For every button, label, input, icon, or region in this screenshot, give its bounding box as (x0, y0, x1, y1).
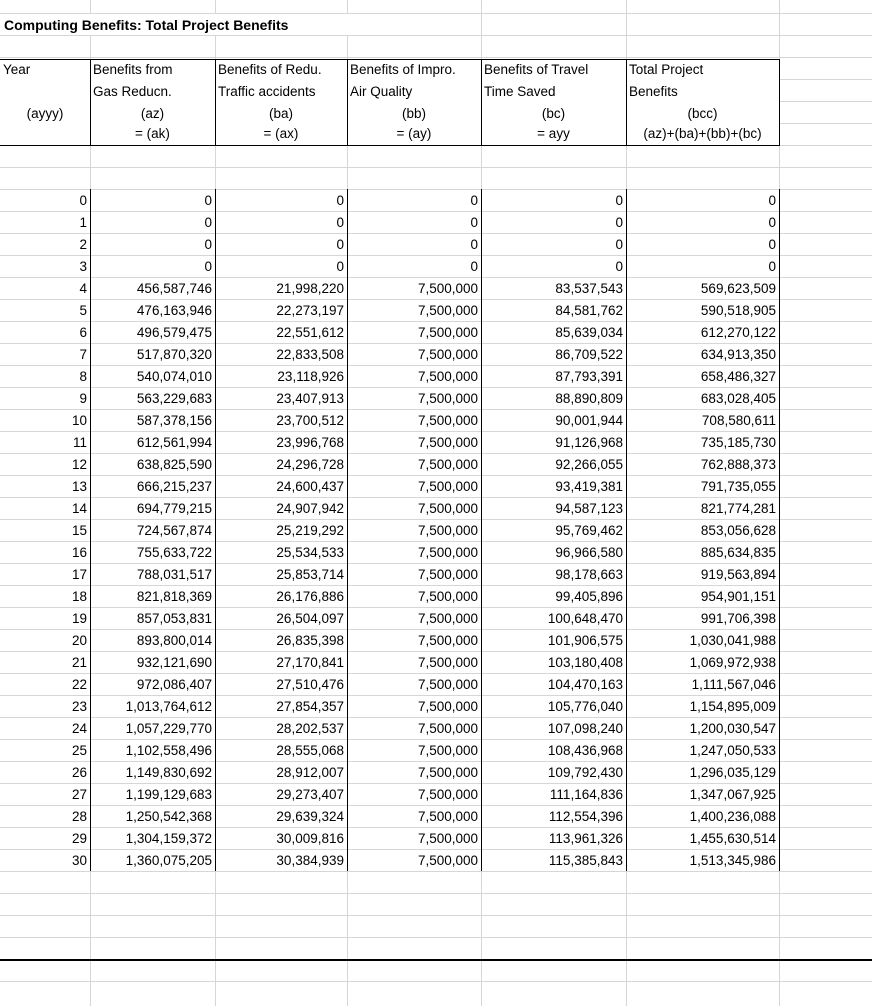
table-cell[interactable]: 1,360,075,205 (125, 853, 212, 868)
table-cell[interactable]: 612,270,122 (700, 325, 776, 340)
table-cell[interactable]: 1,030,041,988 (689, 633, 776, 648)
sheet-title[interactable]: Computing Benefits: Total Project Benefits (4, 17, 289, 33)
table-cell[interactable]: 1,247,050,533 (689, 743, 776, 758)
table-cell[interactable]: 7,500,000 (417, 853, 478, 868)
table-cell[interactable]: 11 (72, 435, 87, 450)
table-cell[interactable]: 0 (768, 215, 776, 230)
header-formula-1[interactable]: = (ak) (135, 126, 170, 141)
table-cell[interactable]: 0 (615, 215, 623, 230)
table-cell[interactable]: 27,170,841 (276, 655, 344, 670)
table-cell[interactable]: 13 (71, 479, 87, 494)
table-cell[interactable]: 788,031,517 (136, 567, 212, 582)
header-label-5[interactable]: Benefits (629, 84, 678, 99)
table-cell[interactable]: 563,229,683 (136, 391, 212, 406)
table-cell[interactable]: 476,163,946 (136, 303, 212, 318)
table-cell[interactable]: 1,102,558,496 (125, 743, 212, 758)
table-cell[interactable]: 954,901,151 (700, 589, 776, 604)
table-cell[interactable]: 99,405,896 (555, 589, 623, 604)
table-cell[interactable]: 1,069,972,938 (689, 655, 776, 670)
table-cell[interactable]: 7,500,000 (417, 589, 478, 604)
table-cell[interactable]: 683,028,405 (700, 391, 776, 406)
table-cell[interactable]: 638,825,590 (136, 457, 212, 472)
table-cell[interactable]: 0 (615, 193, 623, 208)
table-cell[interactable]: 7,500,000 (417, 743, 478, 758)
table-cell[interactable]: 18 (71, 589, 87, 604)
table-cell[interactable]: 85,639,034 (555, 325, 623, 340)
table-cell[interactable]: 7,500,000 (417, 523, 478, 538)
border (215, 59, 216, 146)
border (481, 189, 482, 871)
table-cell[interactable]: 540,074,010 (136, 369, 212, 384)
table-cell[interactable]: 1,200,030,547 (689, 721, 776, 736)
table-cell[interactable]: 0 (768, 193, 776, 208)
header-unit-0[interactable]: (ayyy) (26, 106, 64, 121)
table-cell[interactable]: 1,154,895,009 (689, 699, 776, 714)
table-cell[interactable]: 587,378,156 (136, 413, 212, 428)
table-cell[interactable]: 666,215,237 (136, 479, 212, 494)
table-cell[interactable]: 25,853,714 (276, 567, 344, 582)
table-cell[interactable]: 7,500,000 (417, 611, 478, 626)
header-formula-5[interactable]: (az)+(ba)+(bb)+(bc) (643, 126, 762, 141)
table-cell[interactable]: 7,500,000 (417, 457, 478, 472)
table-cell[interactable]: 28,202,537 (276, 721, 344, 736)
header-unit-4[interactable]: (bc) (541, 106, 566, 121)
table-cell[interactable]: 30 (71, 853, 87, 868)
table-cell[interactable]: 21 (71, 655, 87, 670)
header-label-0[interactable]: Year (3, 62, 31, 77)
table-cell[interactable]: 91,126,968 (555, 435, 623, 450)
table-cell[interactable]: 0 (336, 193, 344, 208)
table-cell[interactable]: 7,500,000 (417, 831, 478, 846)
border (90, 189, 91, 871)
table-cell[interactable]: 26,176,886 (276, 589, 344, 604)
table-cell[interactable]: 3 (79, 259, 87, 274)
table-cell[interactable]: 21,998,220 (276, 281, 344, 296)
table-cell[interactable]: 17 (71, 567, 87, 582)
table-cell[interactable]: 90,001,944 (555, 413, 623, 428)
table-cell[interactable]: 26,835,398 (276, 633, 344, 648)
header-unit-3[interactable]: (bb) (401, 106, 426, 121)
table-cell[interactable]: 24 (71, 721, 87, 736)
table-cell[interactable]: 111,164,836 (549, 787, 623, 802)
table-cell[interactable]: 932,121,690 (136, 655, 212, 670)
table-cell[interactable]: 0 (768, 259, 776, 274)
table-cell[interactable]: 94,587,123 (555, 501, 623, 516)
table-cell[interactable]: 590,518,905 (700, 303, 776, 318)
header-formula-3[interactable]: = (ay) (396, 126, 432, 141)
table-cell[interactable]: 27,854,357 (276, 699, 344, 714)
table-cell[interactable]: 7,500,000 (417, 567, 478, 582)
table-cell[interactable]: 885,634,835 (700, 545, 776, 560)
table-cell[interactable]: 29 (71, 831, 87, 846)
table-cell[interactable]: 1,455,630,514 (689, 831, 776, 846)
table-cell[interactable]: 735,185,730 (700, 435, 776, 450)
table-cell[interactable]: 791,735,055 (700, 479, 776, 494)
header-formula-2[interactable]: = (ax) (263, 126, 299, 141)
border (90, 59, 91, 146)
table-cell[interactable]: 26,504,097 (276, 611, 344, 626)
table-cell[interactable]: 98,178,663 (555, 567, 623, 582)
header-unit-2[interactable]: (ba) (268, 106, 293, 121)
table-cell[interactable]: 22 (71, 677, 87, 692)
table-cell[interactable]: 821,818,369 (136, 589, 212, 604)
table-cell[interactable]: 25,534,533 (276, 545, 344, 560)
header-unit-1[interactable]: (az) (140, 106, 165, 121)
table-cell[interactable]: 23,407,913 (276, 391, 344, 406)
table-cell[interactable]: 1,296,035,129 (689, 765, 776, 780)
table-cell[interactable]: 893,800,014 (136, 633, 212, 648)
table-cell[interactable]: 991,706,398 (700, 611, 776, 626)
table-cell[interactable]: 15 (71, 523, 87, 538)
table-cell[interactable]: 0 (204, 259, 212, 274)
header-label-5[interactable]: Total Project (629, 62, 704, 77)
table-cell[interactable]: 7,500,000 (417, 281, 478, 296)
table-cell[interactable]: 1,250,542,368 (125, 809, 212, 824)
table-cell[interactable]: 8 (79, 369, 87, 384)
table-cell[interactable]: 23,700,512 (276, 413, 344, 428)
table-cell[interactable]: 919,563,894 (700, 567, 776, 582)
table-cell[interactable]: 7,500,000 (417, 369, 478, 384)
table-cell[interactable]: 0 (204, 193, 212, 208)
table-cell[interactable]: 14 (71, 501, 87, 516)
table-cell[interactable]: 0 (768, 237, 776, 252)
table-cell[interactable]: 92,266,055 (555, 457, 623, 472)
table-cell[interactable]: 4 (79, 281, 87, 296)
table-cell[interactable]: 7,500,000 (417, 699, 478, 714)
table-cell[interactable]: 0 (470, 237, 478, 252)
header-label-2[interactable]: Benefits of Redu. (218, 62, 322, 77)
table-cell[interactable]: 694,779,215 (136, 501, 212, 516)
table-cell[interactable]: 634,913,350 (700, 347, 776, 362)
table-cell[interactable]: 7,500,000 (417, 303, 478, 318)
table-cell[interactable]: 7,500,000 (417, 765, 478, 780)
table-cell[interactable]: 30,384,939 (276, 853, 344, 868)
table-cell[interactable]: 6 (79, 325, 87, 340)
table-cell[interactable]: 1,111,567,046 (691, 677, 776, 692)
table-cell[interactable]: 1,304,159,372 (125, 831, 212, 846)
table-cell[interactable]: 19 (71, 611, 87, 626)
table-cell[interactable]: 1 (79, 215, 87, 230)
border (347, 59, 348, 146)
table-cell[interactable]: 109,792,430 (547, 765, 623, 780)
table-cell[interactable]: 7,500,000 (417, 633, 478, 648)
table-cell[interactable]: 2 (79, 237, 87, 252)
table-cell[interactable]: 100,648,470 (547, 611, 623, 626)
table-cell[interactable]: 10 (71, 413, 87, 428)
table-cell[interactable]: 708,580,611 (701, 413, 776, 428)
table-cell[interactable]: 0 (470, 215, 478, 230)
table-cell[interactable]: 0 (470, 259, 478, 274)
table-cell[interactable]: 0 (336, 215, 344, 230)
table-cell[interactable]: 7 (79, 347, 87, 362)
table-cell[interactable]: 24,600,437 (276, 479, 344, 494)
table-cell[interactable]: 496,579,475 (136, 325, 212, 340)
table-cell[interactable]: 103,180,408 (547, 655, 623, 670)
border (779, 189, 780, 871)
table-cell[interactable]: 113,961,326 (548, 831, 623, 846)
table-cell[interactable]: 88,890,809 (555, 391, 623, 406)
table-cell[interactable]: 7,500,000 (417, 655, 478, 670)
table-cell[interactable]: 27 (71, 787, 87, 802)
table-cell[interactable]: 7,500,000 (417, 501, 478, 516)
table-cell[interactable]: 972,086,407 (136, 677, 212, 692)
header-label-4[interactable]: Benefits of Travel (484, 62, 589, 77)
table-cell[interactable]: 105,776,040 (547, 699, 623, 714)
table-cell[interactable]: 7,500,000 (417, 435, 478, 450)
table-cell[interactable]: 5 (79, 303, 87, 318)
table-cell[interactable]: 0 (204, 237, 212, 252)
table-cell[interactable]: 28 (71, 809, 87, 824)
border (481, 59, 482, 146)
table-cell[interactable]: 20 (71, 633, 87, 648)
table-cell[interactable]: 24,296,728 (276, 457, 344, 472)
table-cell[interactable]: 1,513,345,986 (689, 853, 776, 868)
table-cell[interactable]: 86,709,522 (555, 347, 623, 362)
table-cell[interactable]: 0 (79, 193, 87, 208)
table-cell[interactable]: 658,486,327 (700, 369, 776, 384)
table-cell[interactable]: 0 (336, 259, 344, 274)
table-cell[interactable]: 1,013,764,612 (125, 699, 212, 714)
table-cell[interactable]: 0 (336, 237, 344, 252)
table-cell[interactable]: 853,056,628 (700, 523, 776, 538)
table-cell[interactable]: 115,385,843 (548, 853, 623, 868)
table-cell[interactable]: 108,436,968 (547, 743, 623, 758)
table-cell[interactable]: 0 (615, 259, 623, 274)
table-cell[interactable]: 7,500,000 (417, 809, 478, 824)
table-cell[interactable]: 7,500,000 (417, 677, 478, 692)
border (0, 59, 779, 60)
table-cell[interactable]: 7,500,000 (417, 545, 478, 560)
table-cell[interactable]: 1,199,129,683 (125, 787, 212, 802)
table-cell[interactable]: 1,057,229,770 (125, 721, 212, 736)
table-cell[interactable]: 30,009,816 (276, 831, 344, 846)
table-cell[interactable]: 857,053,831 (136, 611, 212, 626)
table-cell[interactable]: 569,623,509 (700, 281, 776, 296)
header-unit-5[interactable]: (bcc) (687, 106, 718, 121)
table-cell[interactable]: 1,149,830,692 (125, 765, 212, 780)
table-cell[interactable]: 821,774,281 (700, 501, 776, 516)
header-label-1[interactable]: Gas Reducn. (93, 84, 172, 99)
table-cell[interactable]: 95,769,462 (555, 523, 623, 538)
border (215, 189, 216, 871)
table-cell[interactable]: 29,639,324 (276, 809, 344, 824)
table-cell[interactable]: 22,551,612 (276, 325, 344, 340)
table-cell[interactable]: 612,561,994 (136, 435, 212, 450)
header-label-2[interactable]: Traffic accidents (218, 84, 316, 99)
table-cell[interactable]: 7,500,000 (417, 721, 478, 736)
table-cell[interactable]: 87,793,391 (555, 369, 623, 384)
header-label-4[interactable]: Time Saved (484, 84, 556, 99)
table-cell[interactable]: 517,870,320 (136, 347, 212, 362)
table-cell[interactable]: 107,098,240 (547, 721, 623, 736)
table-cell[interactable]: 25 (71, 743, 87, 758)
header-label-1[interactable]: Benefits from (93, 62, 173, 77)
table-cell[interactable]: 23 (71, 699, 87, 714)
table-cell[interactable]: 101,906,575 (547, 633, 623, 648)
header-label-3[interactable]: Benefits of Impro. (350, 62, 456, 77)
table-cell[interactable]: 23,118,926 (277, 369, 344, 384)
table-cell[interactable]: 22,273,197 (276, 303, 344, 318)
table-cell[interactable]: 7,500,000 (417, 479, 478, 494)
table-cell[interactable]: 7,500,000 (417, 391, 478, 406)
table-cell[interactable]: 0 (470, 193, 478, 208)
table-cell[interactable]: 7,500,000 (417, 413, 478, 428)
table-cell[interactable]: 762,888,373 (700, 457, 776, 472)
table-cell[interactable]: 24,907,942 (276, 501, 344, 516)
table-cell[interactable]: 29,273,407 (276, 787, 344, 802)
table-cell[interactable]: 7,500,000 (417, 325, 478, 340)
border (347, 189, 348, 871)
header-label-3[interactable]: Air Quality (350, 84, 413, 99)
border (626, 189, 627, 871)
table-cell[interactable]: 16 (71, 545, 87, 560)
border (626, 59, 627, 146)
table-cell[interactable]: 93,419,381 (555, 479, 623, 494)
table-cell[interactable]: 83,537,543 (555, 281, 623, 296)
border (0, 145, 779, 146)
table-cell[interactable]: 0 (204, 215, 212, 230)
table-cell[interactable]: 26 (71, 765, 87, 780)
border (779, 59, 780, 146)
table-cell[interactable]: 112,554,396 (548, 809, 623, 824)
table-cell[interactable]: 12 (71, 457, 87, 472)
table-cell[interactable]: 724,567,874 (136, 523, 212, 538)
table-cell[interactable]: 96,966,580 (555, 545, 623, 560)
table-cell[interactable]: 25,219,292 (276, 523, 344, 538)
table-cell[interactable]: 1,400,236,088 (689, 809, 776, 824)
table-cell[interactable]: 28,555,068 (276, 743, 344, 758)
border (0, 959, 872, 961)
table-cell[interactable]: 456,587,746 (136, 281, 212, 296)
table-cell[interactable]: 755,633,722 (136, 545, 212, 560)
header-formula-4[interactable]: = ayy (537, 126, 570, 141)
table-cell[interactable]: 84,581,762 (555, 303, 623, 318)
table-cell[interactable]: 27,510,476 (276, 677, 344, 692)
table-cell[interactable]: 22,833,508 (276, 347, 344, 362)
table-cell[interactable]: 1,347,067,925 (689, 787, 776, 802)
table-cell[interactable]: 7,500,000 (417, 347, 478, 362)
table-cell[interactable]: 9 (79, 391, 87, 406)
table-cell[interactable]: 28,912,007 (276, 765, 344, 780)
table-cell[interactable]: 0 (615, 237, 623, 252)
table-cell[interactable]: 104,470,163 (547, 677, 623, 692)
table-cell[interactable]: 7,500,000 (417, 787, 478, 802)
table-cell[interactable]: 23,996,768 (276, 435, 344, 450)
